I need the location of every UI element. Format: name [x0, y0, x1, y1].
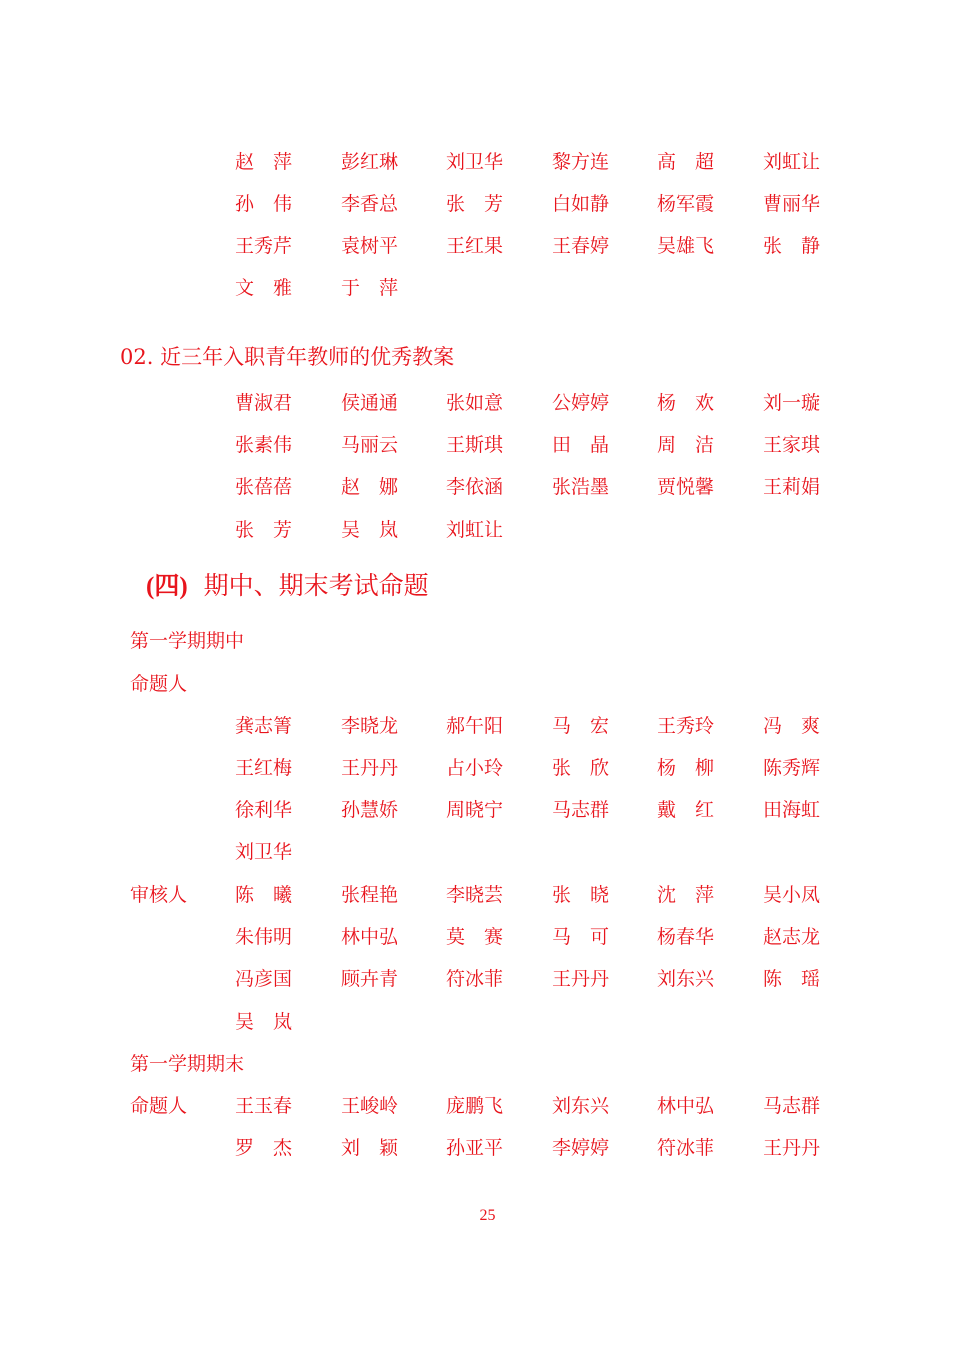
name-cell: 王家琪: [763, 434, 821, 456]
name-cell: 彭红琳: [341, 151, 399, 173]
name-cell: 张 晓: [552, 884, 610, 906]
name-cell: 王莉娟: [763, 476, 821, 498]
name-cell: 李依涵: [446, 476, 504, 498]
name-cell: 吴小凤: [763, 884, 821, 906]
name-cell: 马丽云: [341, 434, 399, 456]
subsection-title: 第一学期期中: [130, 630, 245, 652]
name-cell: 高 超: [657, 151, 715, 173]
name-row: [0, 1091, 960, 1121]
name-cell: 冯彦国: [235, 968, 293, 990]
name-cell: 张如意: [446, 392, 504, 414]
name-cell: 刘虹让: [446, 519, 504, 541]
name-row: [0, 711, 960, 741]
name-row: [0, 147, 960, 177]
name-cell: 刘卫华: [235, 841, 293, 863]
name-row: [0, 964, 960, 994]
name-cell: 田 晶: [552, 434, 610, 456]
name-cell: 贾悦馨: [657, 476, 715, 498]
name-cell: 张 静: [763, 235, 821, 257]
name-cell: 王丹丹: [552, 968, 610, 990]
name-cell: 刘虹让: [763, 151, 821, 173]
name-cell: 朱伟明: [235, 926, 293, 948]
name-cell: 杨春华: [657, 926, 715, 948]
name-cell: 莫 赛: [446, 926, 504, 948]
name-cell: 吴雄飞: [657, 235, 715, 257]
name-cell: 王秀玲: [657, 715, 715, 737]
name-cell: 周晓宁: [446, 799, 504, 821]
name-cell: 王秀芹: [235, 235, 293, 257]
name-cell: 杨军霞: [657, 193, 715, 215]
name-cell: 陈 瑶: [763, 968, 821, 990]
section-title-text: 期中、期末考试命题: [203, 571, 429, 600]
name-cell: 杨 柳: [657, 757, 715, 779]
name-row: [0, 922, 960, 952]
name-cell: 张 芳: [235, 519, 293, 541]
proposer-label: 命题人: [130, 673, 188, 695]
name-row: [0, 515, 960, 545]
name-row: [0, 1007, 960, 1037]
reviewer-label: 审核人: [130, 884, 188, 906]
name-row: [0, 189, 960, 219]
name-cell: 赵志龙: [763, 926, 821, 948]
name-cell: 林中弘: [341, 926, 399, 948]
name-cell: 张 芳: [446, 193, 504, 215]
name-cell: 黎方连: [552, 151, 610, 173]
name-cell: 刘 颖: [341, 1137, 399, 1159]
name-cell: 侯通通: [341, 392, 399, 414]
name-row: [0, 231, 960, 261]
name-cell: 张程艳: [341, 884, 399, 906]
name-row: [0, 1133, 960, 1163]
name-cell: 龚志箐: [235, 715, 293, 737]
name-cell: 符冰菲: [446, 968, 504, 990]
name-cell: 张浩墨: [552, 476, 610, 498]
name-cell: 李婷婷: [552, 1137, 610, 1159]
name-cell: 李晓龙: [341, 715, 399, 737]
proposer-label: 命题人: [130, 1095, 188, 1117]
name-cell: 沈 萍: [657, 884, 715, 906]
name-cell: 马志群: [552, 799, 610, 821]
name-cell: 罗 杰: [235, 1137, 293, 1159]
name-row: [0, 753, 960, 783]
section-heading: 02. 近三年入职青年教师的优秀教案: [120, 345, 455, 369]
name-cell: 袁树平: [341, 235, 399, 257]
name-cell: 顾卉青: [341, 968, 399, 990]
name-cell: 张素伟: [235, 434, 293, 456]
name-cell: 马 宏: [552, 715, 610, 737]
name-cell: 赵 娜: [341, 476, 399, 498]
section-number: (四): [146, 573, 188, 600]
name-cell: 曹丽华: [763, 193, 821, 215]
name-cell: 占小玲: [446, 757, 504, 779]
name-row: [0, 388, 960, 418]
name-cell: 徐利华: [235, 799, 293, 821]
name-cell: 张 欣: [552, 757, 610, 779]
name-cell: 田海虹: [763, 799, 821, 821]
name-cell: 李晓芸: [446, 884, 504, 906]
name-cell: 马 可: [552, 926, 610, 948]
name-row: [0, 795, 960, 825]
name-cell: 周 洁: [657, 434, 715, 456]
name-row: [0, 430, 960, 460]
name-cell: 公婷婷: [552, 392, 610, 414]
name-cell: 王斯琪: [446, 434, 504, 456]
name-cell: 杨 欢: [657, 392, 715, 414]
name-cell: 冯 爽: [763, 715, 821, 737]
name-cell: 陈 曦: [235, 884, 293, 906]
name-cell: 白如静: [552, 193, 610, 215]
name-cell: 郝午阳: [446, 715, 504, 737]
name-cell: 吴 岚: [235, 1011, 293, 1033]
name-cell: 陈秀辉: [763, 757, 821, 779]
name-cell: 孙慧娇: [341, 799, 399, 821]
name-row: [0, 472, 960, 502]
section-title: [146, 570, 429, 603]
name-cell: 刘东兴: [552, 1095, 610, 1117]
name-cell: 刘卫华: [446, 151, 504, 173]
name-cell: 戴 红: [657, 799, 715, 821]
name-cell: 王丹丹: [763, 1137, 821, 1159]
name-cell: 王峻岭: [341, 1095, 399, 1117]
page-number: 25: [479, 1207, 496, 1224]
name-cell: 王春婷: [552, 235, 610, 257]
subsection-title: 第一学期期末: [130, 1053, 245, 1075]
name-cell: 王玉春: [235, 1095, 293, 1117]
name-cell: 刘一璇: [763, 392, 821, 414]
name-cell: 符冰菲: [657, 1137, 715, 1159]
name-cell: 孙亚平: [446, 1137, 504, 1159]
name-row: [0, 880, 960, 910]
name-cell: 曹淑君: [235, 392, 293, 414]
name-cell: 张蓓蓓: [235, 476, 293, 498]
name-row: [0, 273, 960, 303]
name-cell: 李香总: [341, 193, 399, 215]
name-cell: 马志群: [763, 1095, 821, 1117]
name-cell: 庞鹏飞: [446, 1095, 504, 1117]
name-cell: 文 雅: [235, 277, 293, 299]
name-cell: 赵 萍: [235, 151, 293, 173]
name-cell: 吴 岚: [341, 519, 399, 541]
name-cell: 孙 伟: [235, 193, 293, 215]
name-cell: 林中弘: [657, 1095, 715, 1117]
name-cell: 王红果: [446, 235, 504, 257]
name-cell: 刘东兴: [657, 968, 715, 990]
name-row: [0, 837, 960, 867]
name-cell: 王红梅: [235, 757, 293, 779]
name-cell: 于 萍: [341, 277, 399, 299]
name-cell: 王丹丹: [341, 757, 399, 779]
